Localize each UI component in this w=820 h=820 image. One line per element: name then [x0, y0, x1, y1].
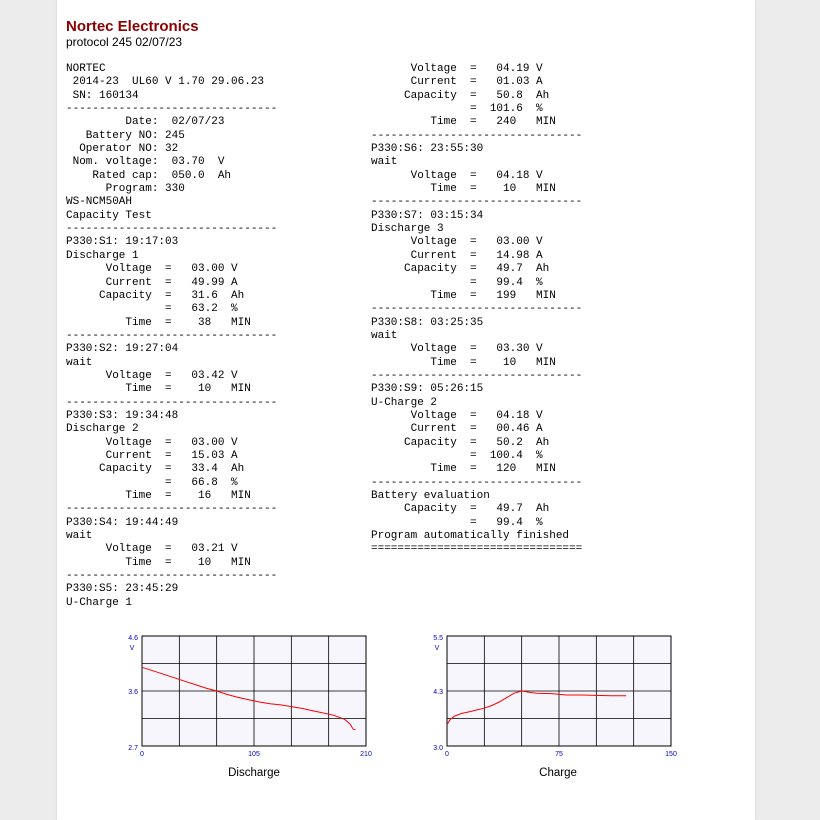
y-axis-unit: V	[129, 645, 135, 652]
report-line: --------------------------------	[371, 369, 583, 382]
y-axis-unit: V	[434, 645, 440, 652]
report-line: = 99.4 %	[371, 276, 543, 289]
report-line: = 63.2 %	[66, 303, 238, 316]
y-tick-label: 4.3	[433, 689, 443, 696]
report-line: P330:S9: 05:26:15	[371, 383, 484, 396]
report-line: Capacity = 31.6 Ah	[66, 289, 245, 302]
y-tick-label: 3.0	[433, 745, 443, 752]
report-line: Voltage = 03.00 V	[66, 436, 238, 449]
report-line: Rated cap: 050.0 Ah	[66, 169, 232, 182]
x-tick-label: 75	[555, 751, 563, 758]
report-line: wait	[371, 156, 398, 169]
report-line: --------------------------------	[371, 129, 583, 142]
report-line: P330:S4: 19:44:49	[66, 516, 179, 529]
report-line: Time = 38 MIN	[66, 316, 251, 329]
report-line: Time = 10 MIN	[371, 183, 556, 196]
x-tick-label: 0	[140, 751, 144, 758]
company-title: Nortec Electronics	[66, 18, 199, 35]
report-line: Voltage = 03.00 V	[66, 263, 238, 276]
report-line: --------------------------------	[66, 396, 278, 409]
discharge-chart-label: Discharge	[228, 767, 280, 779]
report-line: P330:S3: 19:34:48	[66, 409, 179, 422]
report-line: = 101.6 %	[371, 103, 543, 116]
report-line: U-Charge 2	[371, 396, 438, 409]
report-line: P330:S1: 19:17:03	[66, 236, 179, 249]
report-line: wait	[371, 329, 398, 342]
report-line: Time = 16 MIN	[66, 490, 251, 502]
report-line: Discharge 3	[371, 223, 444, 236]
discharge-chart	[116, 632, 378, 764]
report-line: wait	[66, 530, 93, 543]
report-line: --------------------------------	[371, 476, 583, 489]
y-tick-label: 2.7	[128, 745, 138, 752]
report-left-column	[66, 63, 277, 610]
report-line: Capacity Test	[66, 209, 152, 222]
report-line: P330:S8: 03:25:35	[371, 316, 484, 329]
report-line: Program automatically finished	[371, 530, 570, 543]
report-line: Time = 240 MIN	[371, 116, 556, 129]
y-tick-label: 3.6	[128, 689, 138, 696]
report-line: Current = 14.98 A	[371, 249, 543, 262]
charge-chart-label: Charge	[539, 767, 577, 779]
report-line: Time = 10 MIN	[371, 356, 556, 369]
x-tick-label: 105	[248, 751, 260, 758]
report-line: Voltage = 04.18 V	[371, 169, 543, 182]
report-line: Current = 00.46 A	[371, 423, 543, 436]
report-line: Capacity = 49.7 Ah	[371, 503, 550, 516]
report-line: Battery evaluation	[371, 490, 490, 502]
report-line: Voltage = 03.30 V	[371, 343, 543, 356]
report-line: wait	[66, 356, 93, 369]
report-line: Voltage = 04.19 V	[371, 63, 543, 75]
x-tick-label: 0	[445, 751, 449, 758]
report-line: Battery NO: 245	[66, 129, 185, 142]
report-line: --------------------------------	[66, 503, 278, 516]
report-line: P330:S6: 23:55:30	[371, 143, 484, 156]
report-line: = 100.4 %	[371, 449, 543, 462]
report-line: --------------------------------	[371, 303, 583, 316]
x-tick-label: 210	[360, 751, 372, 758]
report-line: P330:S2: 19:27:04	[66, 343, 179, 356]
report-line: WS-NCM50AH	[66, 196, 133, 209]
report-line: Time = 10 MIN	[66, 556, 251, 569]
report-line: Capacity = 50.2 Ah	[371, 436, 550, 449]
report-line: P330:S7: 03:15:34	[371, 209, 484, 222]
report-right-column	[371, 63, 582, 557]
report-line: Nom. voltage: 03.70 V	[66, 156, 225, 169]
report-line: = 66.8 %	[66, 476, 238, 489]
report-line: U-Charge 1	[66, 596, 133, 609]
report-line: Operator NO: 32	[66, 143, 179, 156]
report-line: Time = 10 MIN	[66, 383, 251, 396]
report-line: Voltage = 04.18 V	[371, 409, 543, 422]
report-line: Capacity = 50.8 Ah	[371, 89, 550, 102]
report-line: Program: 330	[66, 183, 185, 196]
report-line: Current = 01.03 A	[371, 76, 543, 89]
report-line: ================================	[371, 543, 583, 556]
report-line: Voltage = 03.21 V	[66, 543, 238, 556]
report-line: = 99.4 %	[371, 516, 543, 529]
report-line: Date: 02/07/23	[66, 116, 225, 129]
report-line: Time = 120 MIN	[371, 463, 556, 476]
charge-chart	[421, 632, 683, 764]
report-line: Current = 15.03 A	[66, 449, 238, 462]
report-line: NORTEC	[66, 63, 106, 75]
report-line: Capacity = 33.4 Ah	[66, 463, 245, 476]
x-tick-label: 150	[665, 751, 677, 758]
report-line: --------------------------------	[66, 103, 278, 116]
report-line: 2014-23 UL60 V 1.70 29.06.23	[66, 76, 265, 89]
y-tick-label: 4.6	[128, 635, 138, 642]
y-tick-label: 5.5	[433, 635, 443, 642]
report-line: Discharge 1	[66, 249, 139, 262]
report-line: --------------------------------	[371, 196, 583, 209]
report-line: Discharge 2	[66, 423, 139, 436]
report-line: Time = 199 MIN	[371, 289, 556, 302]
report-line: Voltage = 03.00 V	[371, 236, 543, 249]
report-line: --------------------------------	[66, 329, 278, 342]
report-line: --------------------------------	[66, 223, 278, 236]
protocol-subtitle: protocol 245 02/07/23	[66, 35, 183, 49]
report-line: Voltage = 03.42 V	[66, 369, 238, 382]
report-line: SN: 160134	[66, 89, 139, 102]
report-line: Current = 49.99 A	[66, 276, 238, 289]
report-line: P330:S5: 23:45:29	[66, 583, 179, 596]
report-line: Capacity = 49.7 Ah	[371, 263, 550, 276]
report-line: --------------------------------	[66, 570, 278, 583]
